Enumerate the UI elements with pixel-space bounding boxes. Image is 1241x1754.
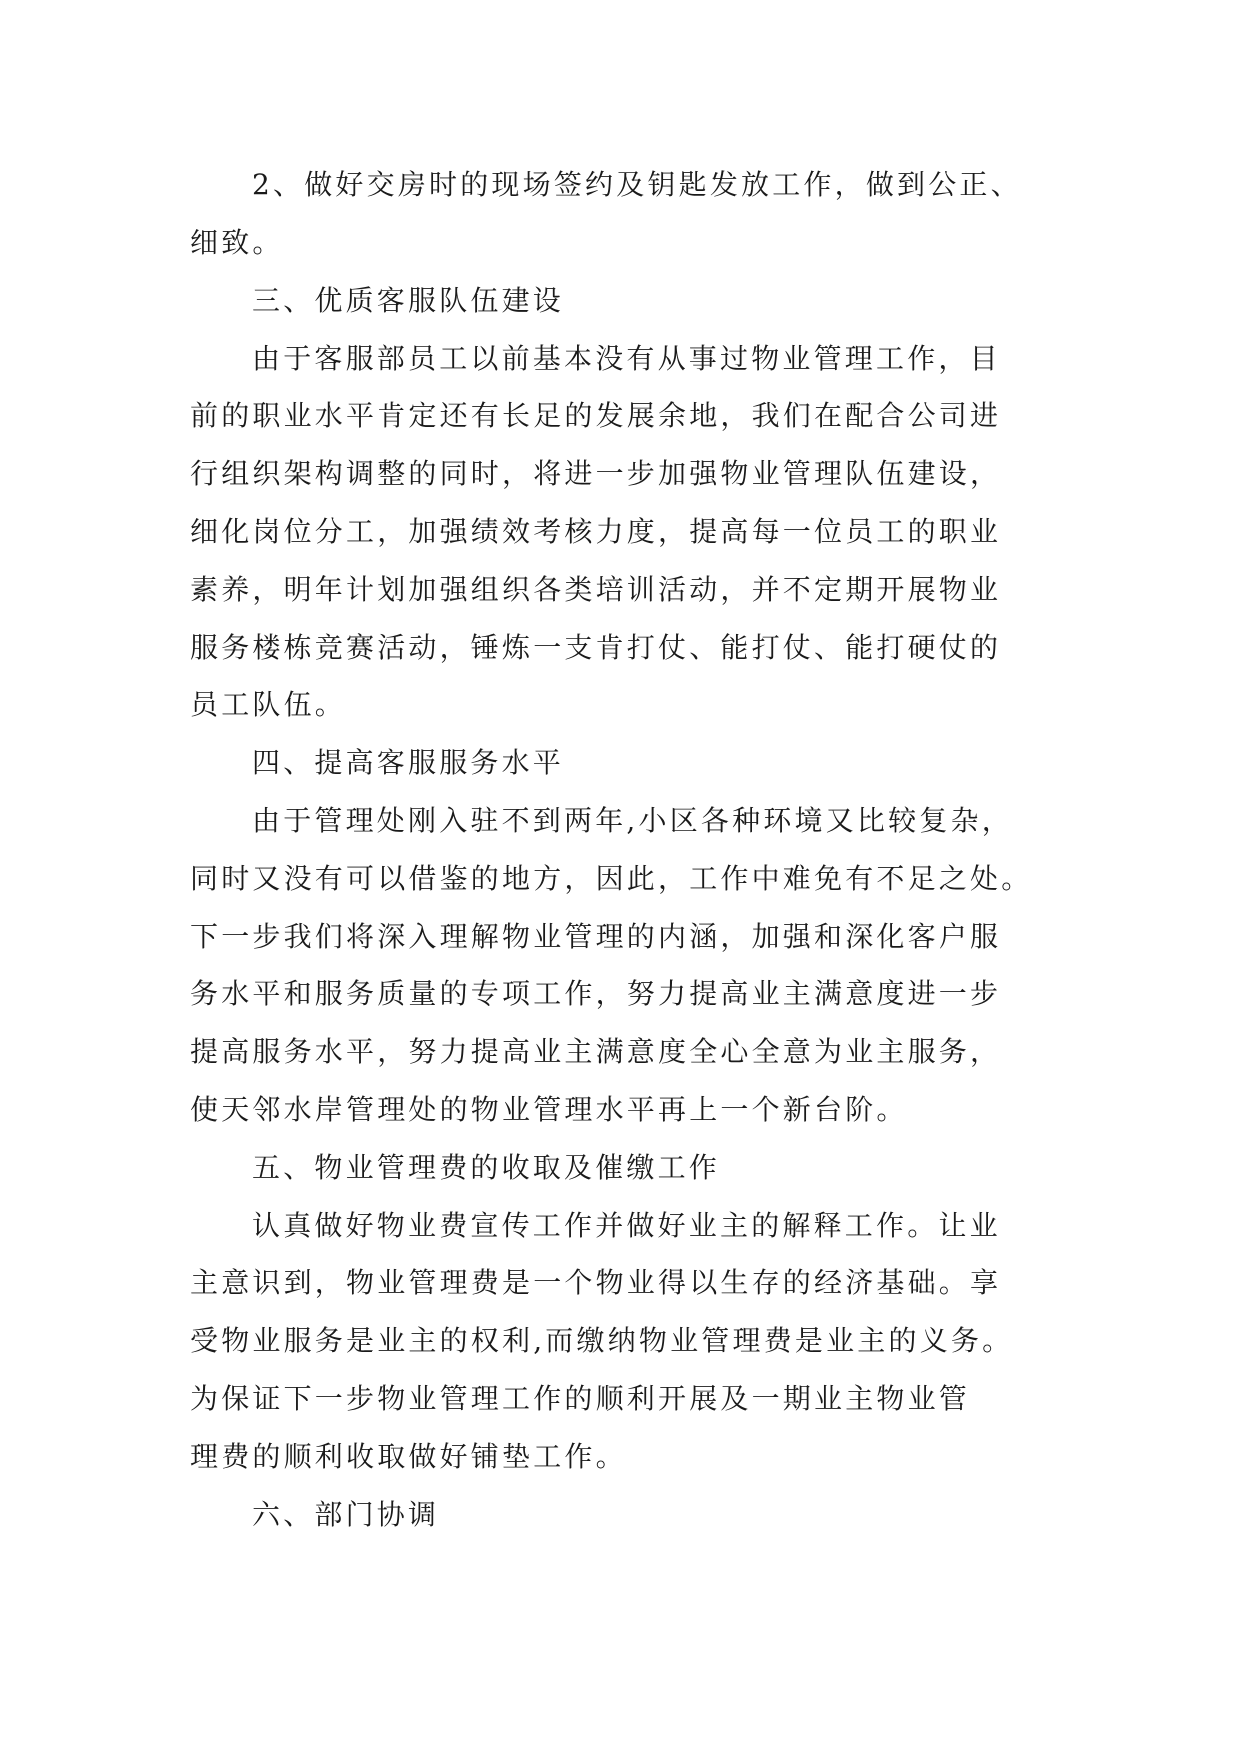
text-line: 细化岗位分工，加强绩效考核力度，提高每一位员工的职业 (190, 515, 1002, 548)
section-heading: 四、提高客服服务水平 (252, 746, 565, 779)
text-line: 行组织架构调整的同时，将进一步加强物业管理队伍建设， (190, 457, 1002, 490)
text-line: 前的职业水平肯定还有长足的发展余地，我们在配合公司进 (190, 399, 1002, 432)
text-line: 细致。 (190, 226, 284, 259)
section-heading: 五、物业管理费的收取及催缴工作 (252, 1151, 721, 1184)
text-line: 认真做好物业费宣传工作并做好业主的解释工作。让业 (252, 1209, 1001, 1242)
text-line: 下一步我们将深入理解物业管理的内涵，加强和深化客户服 (190, 920, 1002, 953)
text-line: 提高服务水平，努力提高业主满意度全心全意为业主服务， (190, 1035, 1002, 1068)
text-line: 理费的顺利收取做好铺垫工作。 (190, 1440, 627, 1473)
text-line: 素养，明年计划加强组织各类培训活动，并不定期开展物业 (190, 573, 1002, 606)
text-line: 使天邻水岸管理处的物业管理水平再上一个新台阶。 (190, 1093, 908, 1126)
section-heading: 六、部门协调 (252, 1498, 440, 1531)
text-line: 由于客服部员工以前基本没有从事过物业管理工作，目 (252, 342, 1001, 375)
text-line: 受物业服务是业主的权利,而缴纳物业管理费是业主的义务。 (190, 1324, 1014, 1357)
text-line: 务水平和服务质量的专项工作，努力提高业主满意度进一步 (190, 977, 1002, 1010)
text-line: 为保证下一步物业管理工作的顺利开展及一期业主物业管 (190, 1382, 971, 1415)
text-line: 主意识到，物业管理费是一个物业得以生存的经济基础。享 (190, 1266, 1002, 1299)
text-line: 员工队伍。 (190, 688, 347, 721)
text-line: 2、做好交房时的现场签约及钥匙发放工作，做到公正、 (252, 168, 1022, 201)
section-heading: 三、优质客服队伍建设 (252, 284, 565, 317)
text-line: 同时又没有可以借鉴的地方，因此，工作中难免有不足之处。 (190, 862, 1033, 895)
text-line: 服务楼栋竞赛活动，锤炼一支肯打仗、能打仗、能打硬仗的 (190, 631, 1002, 664)
text-line: 由于管理处刚入驻不到两年,小区各种环境又比较复杂， (252, 804, 1013, 837)
